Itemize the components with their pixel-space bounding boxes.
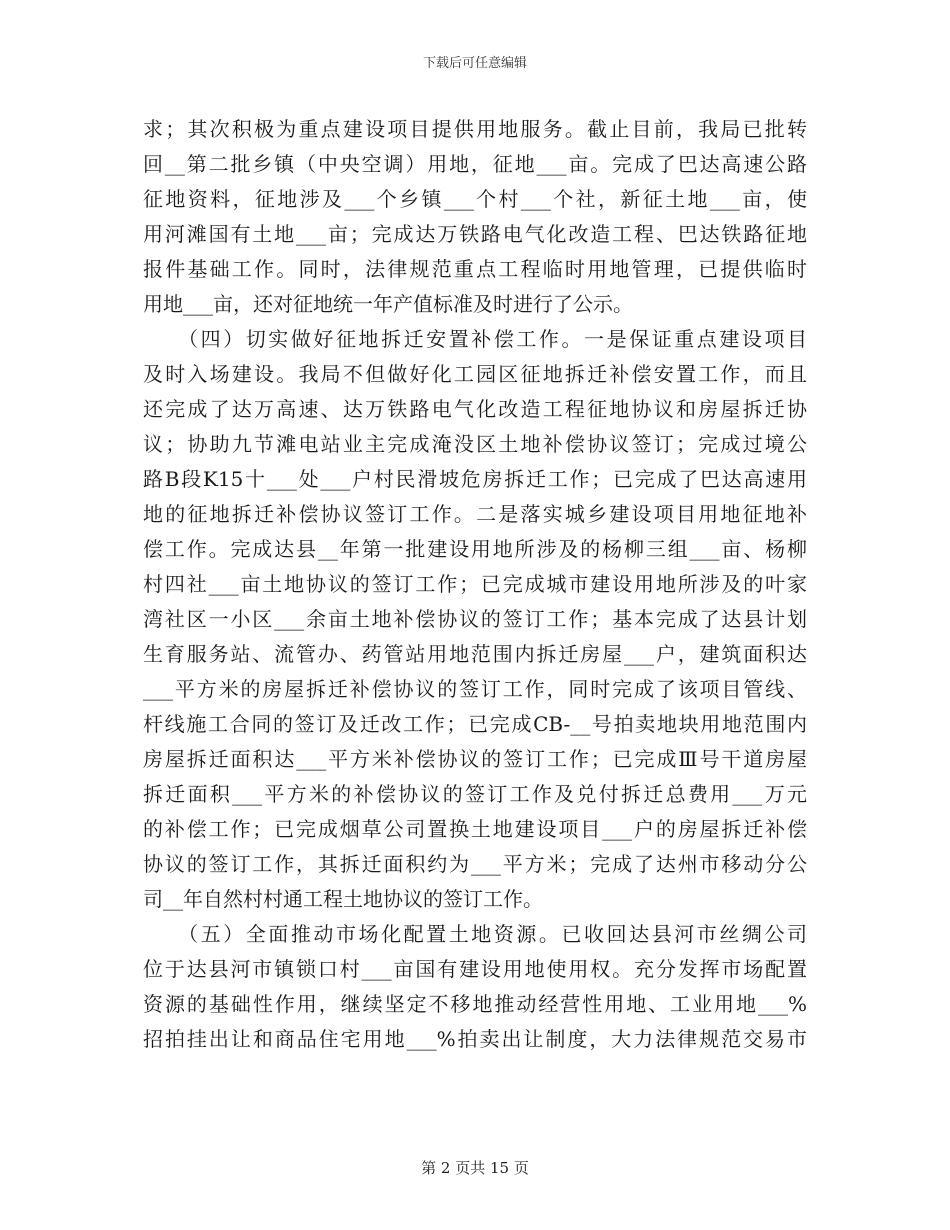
document-body — [143, 112, 807, 1057]
text-line: 还完成了达万高速、达万铁路电气化改造工程征地协议和房屋拆迁协 — [143, 397, 807, 421]
paragraph-end-line: 司__年自然村村通工程土地协议的签订工作。 — [143, 887, 543, 911]
text-line: 协议的签订工作，其拆迁面积约为___平方米；完成了达州市移动分公 — [143, 852, 807, 876]
text-line: 资源的基础性作用，继续坚定不移地推动经营性用地、工业用地___% — [143, 992, 807, 1016]
text-line: 杆线施工合同的签订及迁改工作；已完成CB-__号拍卖地块用地范围内 — [143, 712, 807, 736]
paragraph-start-line: （五）全面推动市场化配置土地资源。已收回达县河市丝绸公司 — [143, 922, 807, 946]
text-line: 的补偿工作；已完成烟草公司置换土地建设项目___户的房屋拆迁补偿 — [143, 817, 807, 841]
text-line: 招拍挂出让和商品住宅用地___%拍卖出让制度，大力法律规范交易市 — [143, 1027, 807, 1051]
paragraph-start-line: （四）切实做好征地拆迁安置补偿工作。一是保证重点建设项目 — [143, 327, 807, 351]
text-line: 村四社___亩土地协议的签订工作；已完成城市建设用地所涉及的叶家 — [143, 572, 807, 596]
page-header: 下载后可任意编辑 — [422, 56, 527, 71]
text-line: 用河滩国有土地___亩；完成达万铁路电气化改造工程、巴达铁路征地 — [143, 222, 807, 246]
text-line: 回__第二批乡镇（中央空调）用地，征地___亩。完成了巴达高速公路 — [143, 152, 807, 176]
text-line: 求；其次积极为重点建设项目提供用地服务。截止目前，我局已批转 — [143, 117, 807, 141]
text-line: 位于达县河市镇锁口村___亩国有建设用地使用权。充分发挥市场配置 — [143, 957, 807, 981]
text-line: 及时入场建设。我局不但做好化工园区征地拆迁补偿安置工作，而且 — [143, 362, 807, 386]
text-line: 拆迁面积___平方米的补偿协议的签订工作及兑付拆迁总费用___万元 — [143, 782, 807, 806]
text-line: ___平方米的房屋拆迁补偿协议的签订工作，同时完成了该项目管线、 — [143, 677, 807, 701]
text-line: 地的征地拆迁补偿协议签订工作。二是落实城乡建设项目用地征地补 — [143, 502, 807, 526]
text-line: 房屋拆迁面积达___平方米补偿协议的签订工作；已完成Ⅲ号干道房屋 — [143, 747, 807, 771]
text-line: 湾社区一小区___余亩土地补偿协议的签订工作；基本完成了达县计划 — [143, 607, 807, 631]
text-line: 生育服务站、流管办、药管站用地范围内拆迁房屋___户，建筑面积达 — [143, 642, 807, 666]
page-number: 第 2 页共 15 页 — [421, 1159, 529, 1177]
text-line: 路B段K15十___处___户村民滑坡危房拆迁工作；已完成了巴达高速用 — [143, 467, 807, 491]
paragraph-end-line: 用地___亩，还对征地统一年产值标准及时进行了公示。 — [143, 292, 633, 316]
text-line: 议；协助九节滩电站业主完成淹没区土地补偿协议签订；完成过境公 — [143, 432, 807, 456]
text-line: 报件基础工作。同时，法律规范重点工程临时用地管理，已提供临时 — [143, 257, 807, 281]
text-line: 征地资料，征地涉及___个乡镇___个村___个社，新征土地___亩，使 — [143, 187, 807, 211]
text-line: 偿工作。完成达县__年第一批建设用地所涉及的杨柳三组___亩、杨柳 — [143, 537, 807, 561]
